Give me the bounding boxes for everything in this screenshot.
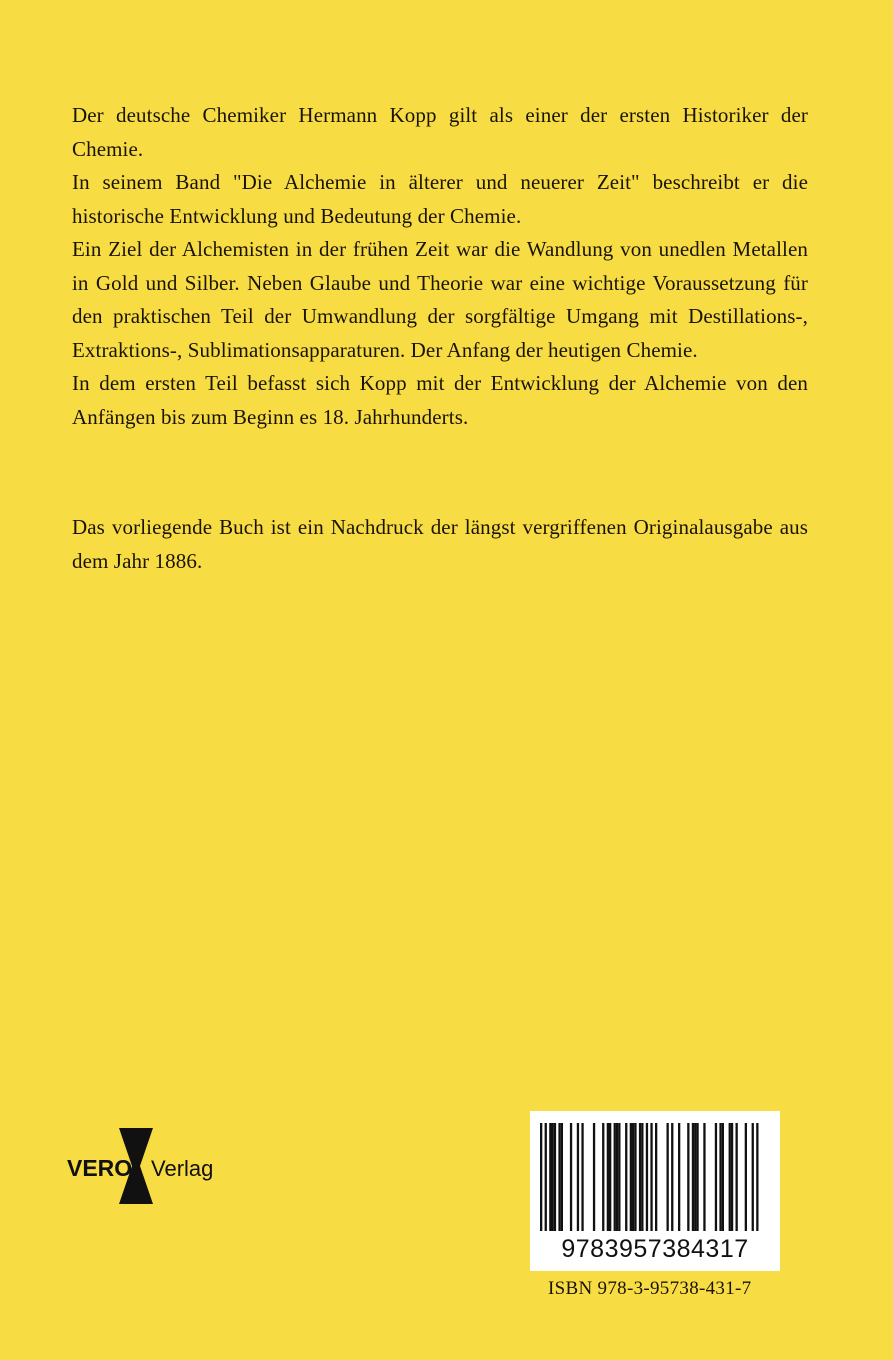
blurb-paragraph: In seinem Band "Die Alchemie in älterer und neuerer Zeit" beschreibt er die historische Entwicklung und Bedeutung der Chemie. — [72, 170, 808, 228]
barcode-bar — [549, 1123, 551, 1231]
barcode-bar — [570, 1123, 572, 1231]
barcode-bar — [634, 1123, 636, 1231]
barcode-bar — [736, 1123, 738, 1231]
barcode-bar — [703, 1123, 705, 1231]
barcode-bar — [607, 1123, 609, 1231]
barcode-bar — [655, 1123, 657, 1231]
barcode-bar — [630, 1123, 632, 1231]
barcode-bar — [577, 1123, 579, 1231]
barcode-bar — [752, 1123, 754, 1231]
barcode-bar — [554, 1123, 556, 1231]
barcode-bar — [671, 1123, 673, 1231]
blurb-paragraph: Ein Ziel der Alchemisten in der frühen Zeit war die Wandlung von unedlen Metallen in Gold und Silber. Neben Glaube und Theorie war eine wichtige Voraussetzung für den praktischen Teil der Umwandlung der sorgfältige Umgang mit Destillations-, Extraktions-, Sublimationsapparaturen. Der Anfang der heutigen Chemie. — [72, 237, 808, 362]
barcode-bar — [545, 1123, 547, 1231]
barcode-bar — [616, 1123, 618, 1231]
blurb-reprint-note — [72, 511, 808, 578]
barcode-bar — [540, 1123, 542, 1231]
barcode-bar — [692, 1123, 694, 1231]
publisher-logo — [67, 1126, 214, 1206]
barcode-bar — [558, 1123, 560, 1231]
barcode-bar — [641, 1123, 643, 1231]
barcode-bar — [593, 1123, 595, 1231]
blurb-paragraph: Das vorliegende Buch ist ein Nachdruck der längst vergriffenen Originalausgabe aus dem Jahr 1886. — [72, 515, 808, 573]
barcode-bar — [650, 1123, 652, 1231]
barcode-bar — [678, 1123, 680, 1231]
barcode-bar — [552, 1123, 554, 1231]
barcode — [530, 1111, 780, 1271]
logo-vero-text: VERO — [67, 1155, 133, 1181]
barcode-bar — [722, 1123, 724, 1231]
barcode-bar — [696, 1123, 698, 1231]
barcode-bar — [614, 1123, 616, 1231]
barcode-bar — [729, 1123, 731, 1231]
barcode-bar — [694, 1123, 696, 1231]
barcode-bar — [745, 1123, 747, 1231]
barcode-bar — [561, 1123, 563, 1231]
barcode-bar — [667, 1123, 669, 1231]
logo-verlag-text: Verlag — [151, 1156, 214, 1181]
barcode-bar — [687, 1123, 689, 1231]
barcode-bar — [639, 1123, 641, 1231]
barcode-bar — [581, 1123, 583, 1231]
barcode-bar — [602, 1123, 604, 1231]
barcode-bar — [731, 1123, 733, 1231]
barcode-bar — [715, 1123, 717, 1231]
barcode-bar — [609, 1123, 611, 1231]
barcode-bar — [618, 1123, 620, 1231]
barcode-bar — [625, 1123, 627, 1231]
barcode-digits: 9783957384317 — [561, 1235, 749, 1263]
barcode-bar — [632, 1123, 634, 1231]
barcode-bars — [530, 1111, 780, 1235]
barcode-bar — [756, 1123, 758, 1231]
isbn-label: ISBN 978-3-95738-431-7 — [548, 1278, 752, 1299]
blurb-paragraph: Der deutsche Chemiker Hermann Kopp gilt als einer der ersten Historiker der Chemie. — [72, 103, 808, 161]
vero-verlag-logo-graphic — [67, 1126, 214, 1206]
blurb-paragraph: In dem ersten Teil befasst sich Kopp mit der Entwicklung der Alchemie von den Anfängen bis zum Beginn es 18. Jahrhunderts. — [72, 371, 808, 429]
barcode-bar — [646, 1123, 648, 1231]
blurb-main — [72, 99, 808, 434]
barcode-bar — [719, 1123, 721, 1231]
